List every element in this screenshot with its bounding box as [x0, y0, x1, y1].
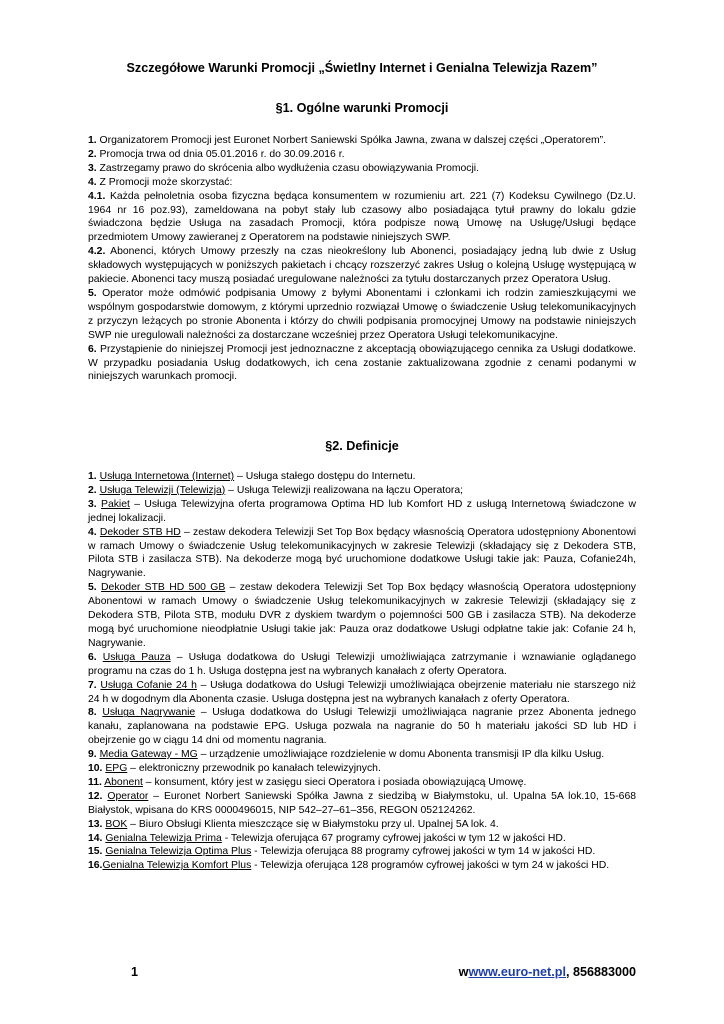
term: Dekoder STB HD — [99, 526, 181, 538]
term: Abonent — [104, 776, 143, 788]
s2-item-15: 15. Genialna Telewizja Optima Plus - Telewizja oferująca 88 programy cyfrowej jakości w tym 14 w jakości HD. — [88, 846, 596, 858]
footer-contact: wwww.euro-net.pl, 856883000 — [458, 965, 636, 979]
term: Usługa Pauza — [102, 651, 171, 663]
s1-item-4-1: 4.1. Każda pełnoletnia osoba fizyczna będąca konsumentem w rozumieniu art. 221 (7) Kodeksu Cywilnego (Dz.U. 1964 nr 16 poz.93), zameldowana na pobyt stały lub czasowy albo posiadająca tytuł prawny do lokalu gdzie świadczona będzie Usługa na zasadach Promocji, która podpisze nową Umowę na Usługę/Usługi będące przedmiotem Umowy zawieranej z Operatorem na podstawie niniejszych SWP. — [88, 190, 636, 244]
s2-item-9: 9. Media Gateway - MG – urządzenie umożliwiające rozdzielenie w domu Abonenta transmisji IP dla kilku Usług. — [88, 749, 605, 761]
s1-item-4-2: 4.2. Abonenci, których Umowy przeszły na czas nieokreślony lub Abonenci, posiadający jedną lub dwie z Usług składowych występujących w poniższych pakietach i chcący rozszerzyć zakres Usług o kolejną Usługę występującą w pakiecie. Abonenci tacy muszą posiadać uregulowane należności za tytułu dostarczanych przez Operatora Usług. — [88, 246, 636, 286]
page-number: 1 — [131, 965, 139, 979]
section-1-body — [88, 134, 636, 384]
s1-item-6: 6. Przystąpienie do niniejszej Promocji jest jednoznaczne z akceptacją obowiązującego cennika za Usługi dodatkowe. W przypadku posiadania Usług dodatkowych, ich cena zostanie zaktualizowana zgodnie z cenami podanymi w niniejszych warunkach promocji. — [88, 343, 636, 383]
s2-item-5: 5. Dekoder STB HD 500 GB – zestaw dekodera Telewizji Set Top Box będący własnością Operatora udostępniony Abonentowi w ramach Umowy o świadczenie Usług telekomunikacyjnych w zakresie Telewizji (składający się z Dekodera STB, Pilota STB, modułu DVR z dyskiem twardym o pojemności 500 GB i zasilacza STB). Na dekoderze mogą być uruchomione nieodpłatnie Usługi takie jak: Pauza oraz dodatkowe Usługi odpłatne takie jak: Cofanie 24 h, Nagrywanie. — [88, 582, 637, 649]
section-2-body — [88, 470, 636, 873]
s2-item-16: 16.Genialna Telewizja Komfort Plus - Telewizja oferująca 128 programów cyfrowej jakości w tym 24 w jakości HD. — [88, 860, 610, 872]
term: Usługa Cofanie 24 h — [100, 679, 197, 691]
section-2-heading: §2. Definicje — [325, 439, 399, 453]
term: Usługa Nagrywanie — [102, 707, 196, 719]
term: Usługa Telewizji (Telewizja) — [99, 484, 226, 496]
term: Genialna Telewizja Optima Plus — [105, 846, 252, 858]
s2-item-1: 1. Usługa Internetowa (Internet) – Usługa stałego dostępu do Internetu. — [88, 471, 416, 482]
s2-item-6: 6. Usługa Pauza – Usługa dodatkowa do Usługi Telewizji umożliwiająca zatrzymanie i wznawianie oglądanego programu na czas do 1 h. Usługa dostępna jest na wybranych kanałach z oferty Operatora. — [88, 651, 636, 677]
term: Dekoder STB HD 500 GB — [101, 582, 226, 594]
s1-item-3: 3. Zastrzegamy prawo do skrócenia albo wydłużenia czasu obowiązywania Promocji. — [88, 162, 479, 174]
s1-item-1: 1. Organizatorem Promocji jest Euronet Norbert Saniewski Spółka Jawna, zwana w dalszej części „Operatorem”. — [88, 135, 607, 146]
s2-item-14: 14. Genialna Telewizja Prima - Telewizja oferująca 67 programy cyfrowej jakości w tym 12 w jakości HD. — [88, 832, 566, 844]
term: Usługa Internetowa (Internet) — [99, 471, 235, 482]
s2-item-4: 4. Dekoder STB HD – zestaw dekodera Telewizji Set Top Box będący własnością Operatora udostępniony Abonentowi w ramach Umowy o świadczenie Usług telekomunikacyjnych w zakresie Telewizji (składający się z Dekodera STB, Pilota STB i zasilacza STB). Na dekoderze mogą być uruchomione dodatkowe Usługi takie jak: Pauza, Cofanie24h, Nagrywanie. — [88, 526, 637, 580]
term: BOK — [105, 818, 128, 830]
s2-item-10: 10. EPG – elektroniczny przewodnik po kanałach telewizyjnych. — [88, 763, 381, 775]
s2-item-7: 7. Usługa Cofanie 24 h – Usługa dodatkowa do Usługi Telewizji umożliwiająca obejrzenie materiału nie starszego niż 24 h w dogodnym dla Abonenta czasie. Usługa dostępna jest na wybranych kanałach z oferty Operatora. — [88, 679, 637, 705]
s2-item-13: 13. BOK – Biuro Obsługi Klienta mieszczące się w Białymstoku przy ul. Upalnej 5A lok. 4. — [88, 818, 499, 830]
s2-item-2: 2. Usługa Telewizji (Telewizja) – Usługa Telewizji realizowana na łączu Operatora; — [88, 484, 464, 496]
s2-item-8: 8. Usługa Nagrywanie – Usługa dodatkowa do Usługi Telewizji umożliwiająca nagranie przez Abonenta jednego kanału, zaplanowana na podstawie EPG. Usługa pozwala na nagranie do 50 h materiału jakości SD lub HD i obejrzenie go w ciągu 14 dni od momentu nagrania. — [88, 707, 636, 747]
s2-item-12: 12. Operator – Euronet Norbert Saniewski Spółka Jawna z siedzibą w Białymstoku, ul. Upalna 5A lok.10, 15-668 Białystok, wpisana do KRS 0000496015, NIP 542–27–61–356, REGON 052124262. — [88, 790, 636, 816]
term: Operator — [107, 790, 149, 802]
term: EPG — [105, 763, 128, 775]
term: Media Gateway - MG — [99, 749, 198, 761]
website-link[interactable]: www.euro-net.pl — [468, 965, 566, 979]
term: Genialna Telewizja Komfort Plus — [102, 860, 252, 872]
term: Genialna Telewizja Prima — [105, 832, 222, 844]
s1-item-5: 5. Operator może odmówić podpisania Umowy z byłymi Abonentami i członkami ich rodzin zamieszkującymi we wspólnym gospodarstwie domowym, z którymi uprzednio rozwiązał Umowę o świadczenie Usług telekomunikacyjnych z przyczyn leżących po stronie Abonenta i którzy do chwili podpisania promocyjnej Umowy na podstawie niniejszych SWP nie uregulowali należności za dostarczane wcześniej przez Operatora Usługi telekomunikacyjne. — [88, 287, 636, 341]
section-1-heading: §1. Ogólne warunki Promocji — [275, 101, 449, 115]
s1-item-4: 4. Z Promocji może skorzystać: — [88, 176, 233, 188]
s2-item-3: 3. Pakiet – Usługa Telewizyjna oferta programowa Optima HD lub Komfort HD z usługą Internetową świadczone w jednej lokalizacji. — [88, 498, 636, 524]
phone-number: , 856883000 — [565, 965, 636, 979]
s2-item-11: 11. Abonent – konsument, który jest w zasięgu sieci Operatora i posiada obowiązującą Umowę. — [88, 776, 527, 788]
term: Pakiet — [101, 498, 130, 510]
document-title: Szczegółowe Warunki Promocji „Świetlny Internet i Genialna Telewizja Razem” — [126, 61, 598, 75]
s1-item-2: 2. Promocja trwa od dnia 05.01.2016 r. do 30.09.2016 r. — [88, 148, 345, 160]
